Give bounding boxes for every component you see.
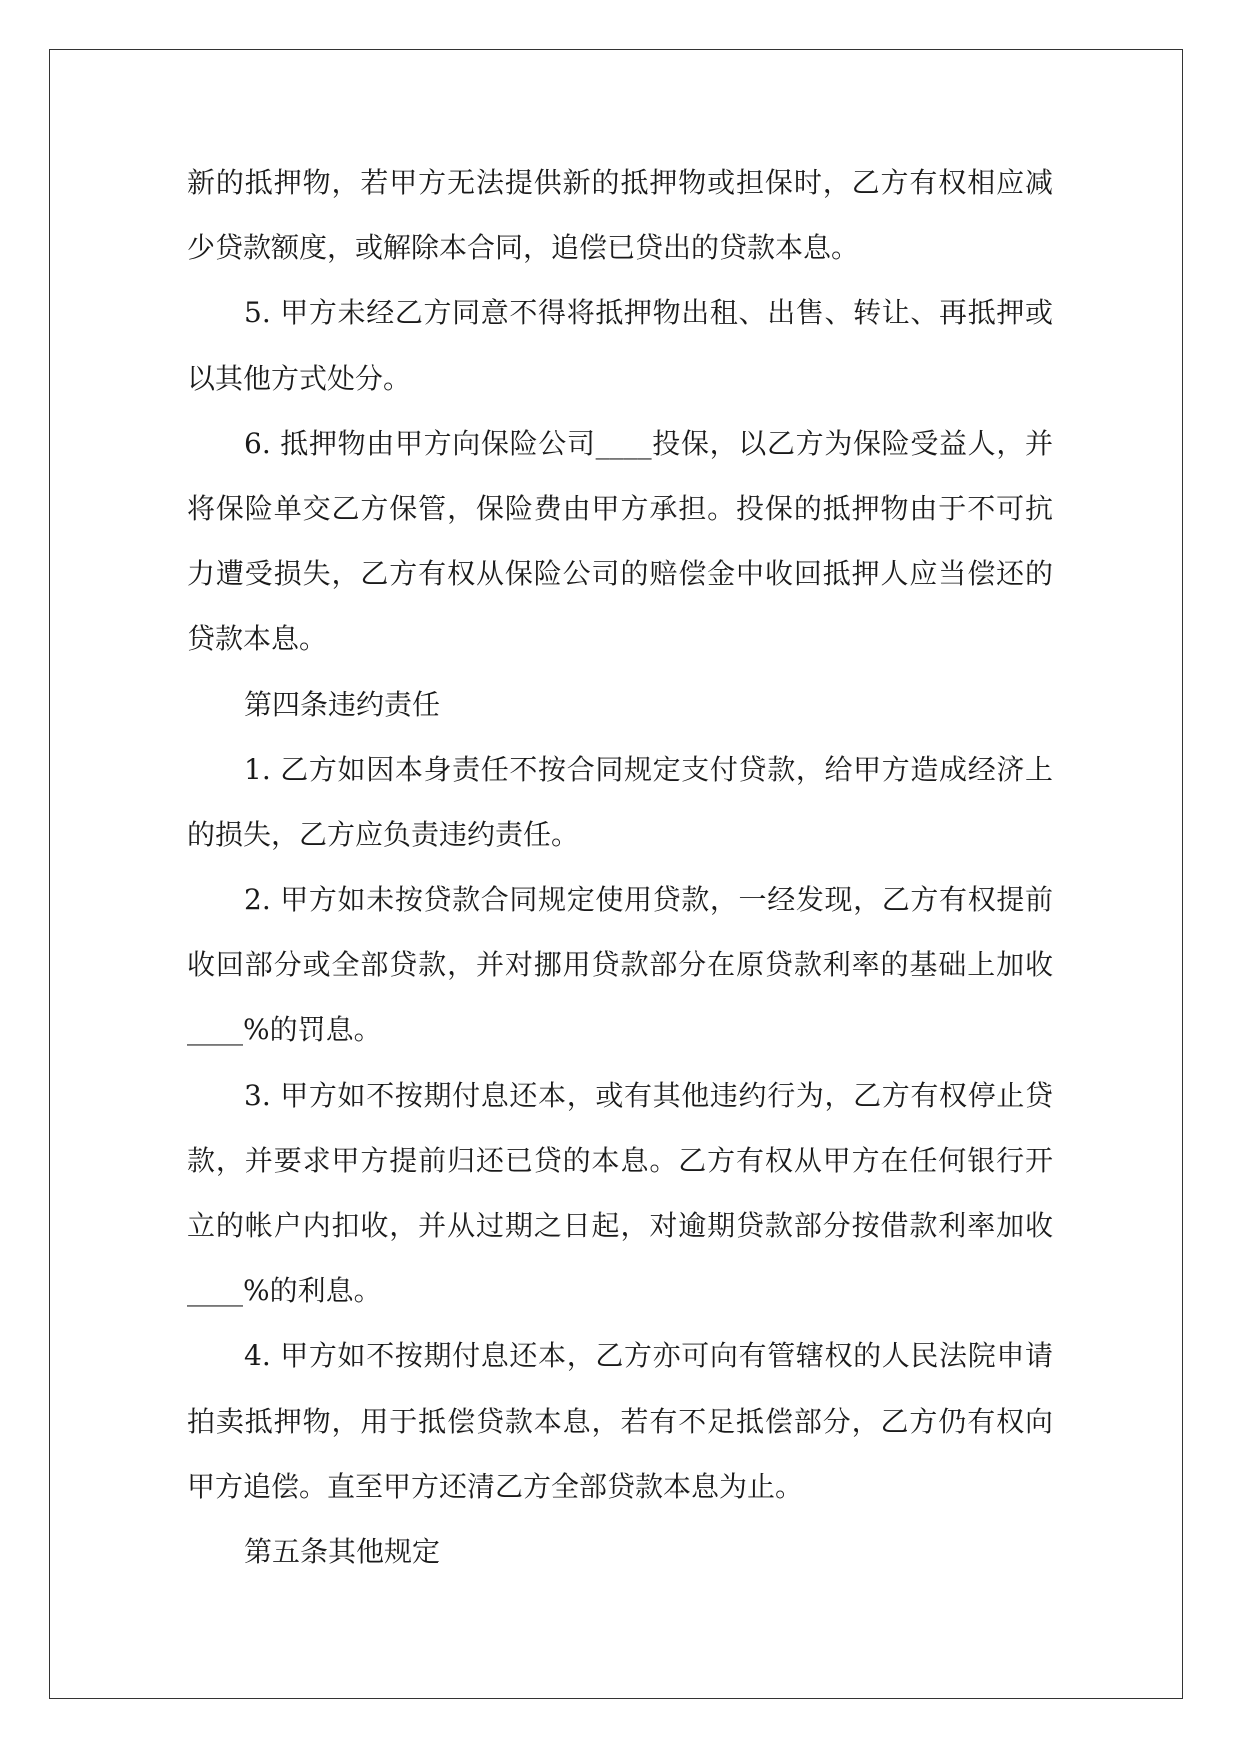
text-line: ____%的罚息。 — [187, 1013, 382, 1047]
text-line: 收回部分或全部贷款，并对挪用贷款部分在原贷款利率的基础上加收 — [187, 948, 1053, 982]
text-line: 新的抵押物，若甲方无法提供新的抵押物或担保时，乙方有权相应减 — [187, 166, 1053, 199]
text-line: 以其他方式处分。 — [187, 361, 412, 395]
text-line: 第四条违约责任 — [244, 687, 441, 721]
text-line: 少贷款额度，或解除本合同，追偿已贷出的贷款本息。 — [187, 231, 860, 265]
text-line: ____%的利息。 — [187, 1274, 382, 1308]
text-line: 2. 甲方如未按贷款合同规定使用贷款，一经发现，乙方有权提前 — [244, 883, 1053, 917]
text-line: 3. 甲方如不按期付息还本，或有其他违约行为，乙方有权停止贷 — [244, 1078, 1053, 1112]
text-line: 4. 甲方如不按期付息还本，乙方亦可向有管辖权的人民法院申请 — [244, 1339, 1053, 1373]
text-line: 5. 甲方未经乙方同意不得将抵押物出租、出售、转让、再抵押或 — [244, 296, 1053, 330]
text-line: 的损失，乙方应负责违约责任。 — [187, 817, 580, 851]
text-line: 6. 抵押物由甲方向保险公司____投保，以乙方为保险受益人，并 — [244, 426, 1053, 460]
text-line: 力遭受损失，乙方有权从保险公司的赔偿金中收回抵押人应当偿还的 — [187, 557, 1053, 591]
text-line: 拍卖抵押物，用于抵偿贷款本息，若有不足抵偿部分，乙方仍有权向 — [187, 1404, 1053, 1438]
text-line: 甲方追偿。直至甲方还清乙方全部贷款本息为止。 — [187, 1469, 804, 1503]
text-line: 贷款本息。 — [187, 622, 328, 656]
text-line: 将保险单交乙方保管，保险费由甲方承担。投保的抵押物由于不可抗 — [187, 491, 1053, 525]
text-line: 1. 乙方如因本身责任不按合同规定支付贷款，给甲方造成经济上 — [244, 752, 1053, 786]
text-line: 立的帐户内扣收，并从过期之日起，对逾期贷款部分按借款利率加收 — [187, 1209, 1053, 1242]
document-body — [187, 150, 1053, 1584]
text-line: 款，并要求甲方提前归还已贷的本息。乙方有权从甲方在任何银行开 — [187, 1143, 1053, 1177]
text-line: 第五条其他规定 — [244, 1534, 441, 1568]
